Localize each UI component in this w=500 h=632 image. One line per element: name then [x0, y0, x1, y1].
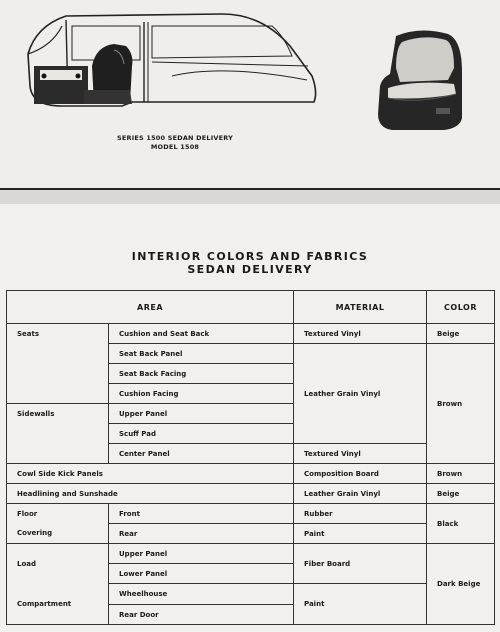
part-cell: Wheelhouse	[109, 584, 294, 605]
part-cell: Cushion Facing	[109, 384, 294, 404]
group-seats: Seats	[7, 324, 109, 404]
material-cell: Rubber	[294, 504, 427, 524]
page-title: INTERIOR COLORS AND FABRICS	[131, 250, 369, 263]
material-cell: Textured Vinyl	[294, 324, 427, 344]
material-cell: Leather Grain Vinyl	[294, 344, 427, 444]
color-cell: Dark Beige	[427, 544, 495, 625]
part-cell: Scuff Pad	[109, 424, 294, 444]
color-cell: Black	[427, 504, 495, 544]
table-row	[7, 324, 495, 344]
table-row	[7, 484, 495, 504]
group-floor-line2: Covering	[17, 529, 53, 538]
header-area: AREA	[7, 291, 294, 324]
group-load	[7, 544, 109, 625]
caption-series: SERIES 1500 SEDAN DELIVERY	[117, 134, 233, 142]
color-cell: Beige	[427, 324, 495, 344]
table-row	[7, 544, 495, 564]
group-floor	[7, 504, 109, 544]
sedan-delivery-illustration	[22, 6, 322, 126]
material-cell: Composition Board	[294, 464, 427, 484]
part-cell: Seat Back Panel	[109, 344, 294, 364]
material-cell: Paint	[294, 524, 427, 544]
part-cell: Front	[109, 504, 294, 524]
group-cowl: Cowl Side Kick Panels	[7, 464, 294, 484]
part-cell: Upper Panel	[109, 544, 294, 564]
part-cell: Cushion and Seat Back	[109, 324, 294, 344]
table-row	[7, 504, 495, 524]
page-subtitle: SEDAN DELIVERY	[187, 263, 313, 276]
illustration-caption	[110, 134, 240, 152]
header-color: COLOR	[427, 291, 495, 324]
caption-model: MODEL 1508	[150, 143, 200, 151]
material-cell: Paint	[294, 584, 427, 625]
part-cell: Rear Door	[109, 605, 294, 625]
part-cell: Seat Back Facing	[109, 364, 294, 384]
seat-illustration	[374, 28, 468, 132]
color-cell: Beige	[427, 484, 495, 504]
interior-fabrics-table	[6, 290, 495, 625]
group-headlining: Headlining and Sunshade	[7, 484, 294, 504]
group-sidewalls: Sidewalls	[7, 404, 109, 464]
color-cell: Brown	[427, 344, 495, 464]
part-cell: Upper Panel	[109, 404, 294, 424]
material-cell: Textured Vinyl	[294, 444, 427, 464]
table-row	[7, 464, 495, 484]
material-cell: Fiber Board	[294, 544, 427, 584]
part-cell: Center Panel	[109, 444, 294, 464]
illustration-panel	[0, 0, 500, 188]
table-header-row	[7, 291, 495, 324]
color-cell: Brown	[427, 464, 495, 484]
group-load-line1: Load	[17, 560, 37, 568]
material-cell: Leather Grain Vinyl	[294, 484, 427, 504]
group-floor-line1: Floor	[17, 509, 38, 518]
part-cell: Lower Panel	[109, 564, 294, 584]
page-gap	[0, 190, 500, 204]
header-material: MATERIAL	[294, 291, 427, 324]
group-load-line2: Compartment	[17, 600, 72, 608]
part-cell: Rear	[109, 524, 294, 544]
